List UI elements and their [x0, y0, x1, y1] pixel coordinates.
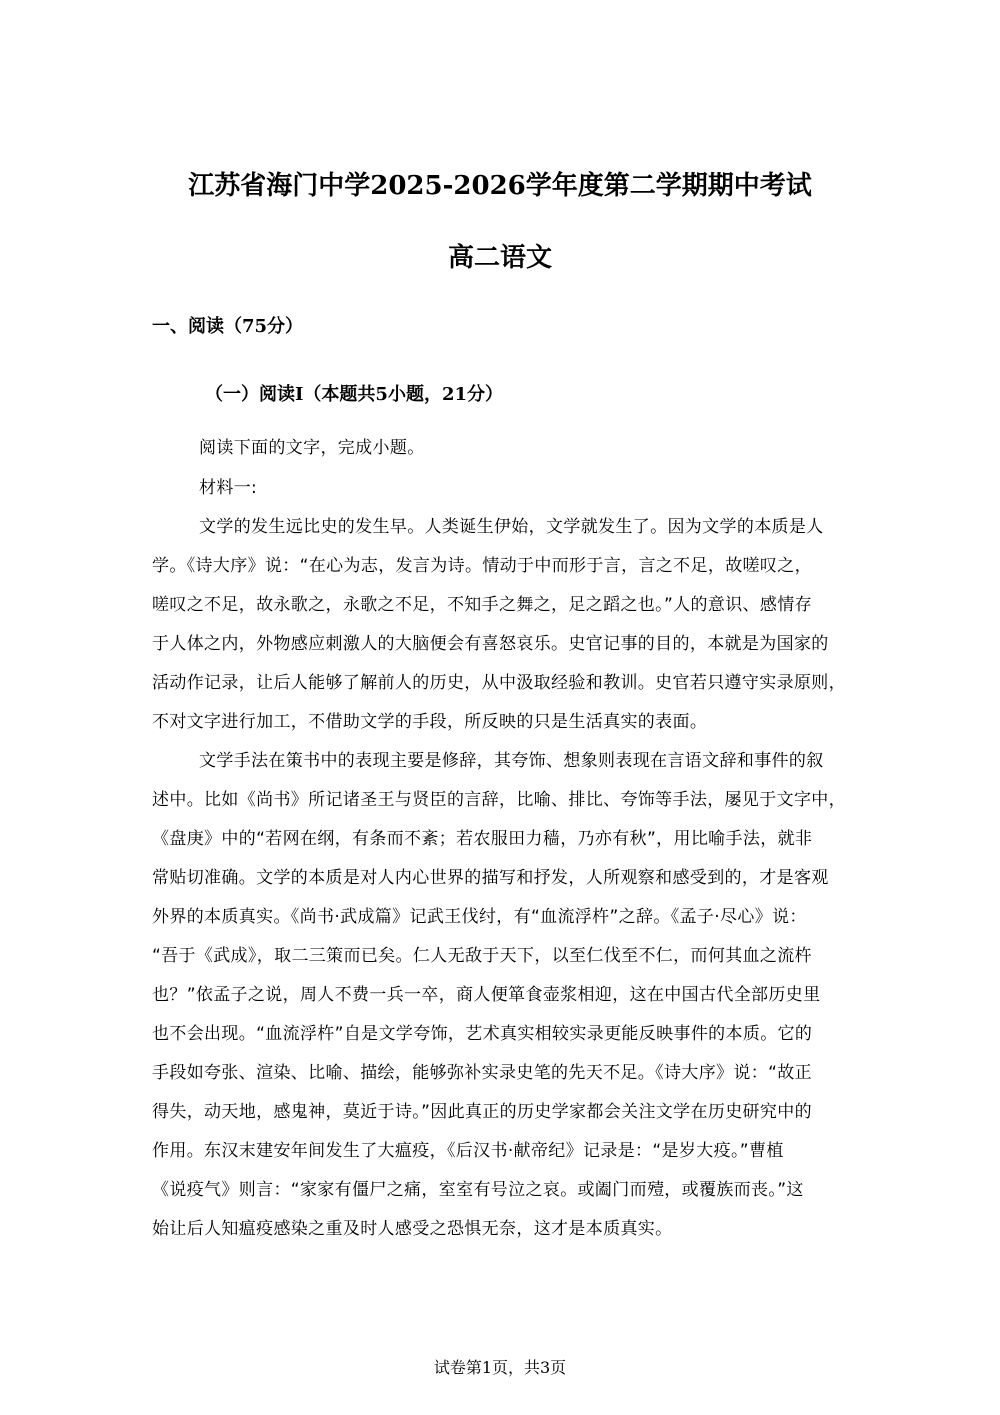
paragraph-line: 嗟叹之不足，故永歌之，永歌之不足，不知手之舞之，足之蹈之也。”人的意识、感情存: [152, 595, 812, 615]
paragraph-line: 手段如夸张、渲染、比喻、描绘，能够弥补实录史笔的先天不足。《诗大序》说：“故正: [152, 1063, 812, 1083]
paragraph-line: 《说疫气》则言：“家家有僵尸之痛，室室有号泣之哀。或阖门而殪，或覆族而丧。”这: [152, 1180, 804, 1200]
paragraph-line: 学。《诗大序》说：“在心为志，发言为诗。情动于中而形于言，言之不足，故嗟叹之，: [152, 556, 812, 576]
paragraph-line: 文学手法在策书中的表现主要是修辞，其夸饰、想象则表现在言语文辞和事件的叙: [199, 751, 824, 771]
paragraph-line: 始让后人知瘟疫感染之重及时人感受之恐惧无奈，这才是本质真实。: [152, 1219, 673, 1239]
subsection-heading: （一）阅读Ⅰ（本题共5小题，21分）: [205, 384, 503, 405]
paragraph-line: 《盘庚》中的“若网在纲，有条而不紊；若农服田力穑，乃亦有秋”，用比喻手法，就非: [152, 829, 813, 849]
paragraph-line: 外界的本质真实。《尚书·武成篇》记武王伐纣，有“血流浮杵”之辞。《孟子·尽心》说：: [152, 907, 807, 927]
section-heading: 一、阅读（75分）: [152, 316, 304, 337]
paragraph-line: 述中。比如《尚书》所记诸圣王与贤臣的言辞，比喻、排比、夸饰等手法，屡见于文字中，: [152, 790, 846, 810]
paragraph-line: 也不会出现。“血流浮杵”自是文学夸饰，艺术真实相较实录更能反映事件的本质。它的: [152, 1024, 813, 1044]
instruction-text: 阅读下面的文字，完成小题。: [199, 438, 425, 458]
page-footer: 试卷第1页，共3页: [433, 1358, 567, 1377]
paragraph-line: 不对文字进行加工，不借助文学的手段，所反映的只是生活真实的表面。: [152, 712, 708, 732]
paragraph-line: 得失，动天地，感鬼神，莫近于诗。”因此真正的历史学家都会关注文学在历史研究中的: [152, 1102, 812, 1122]
exam-subject: 高二语文: [447, 243, 552, 273]
paragraph-line: 活动作记录，让后人能够了解前人的历史，从中汲取经验和教训。史官若只遵守实录原则，: [152, 673, 846, 693]
paragraph-line: 于人体之内，外物感应刺激人的大脑便会有喜怒哀乐。史官记事的目的，本就是为国家的: [152, 634, 829, 654]
paragraph-line: 也？”依孟子之说，周人不费一兵一卒，商人便箪食壶浆相迎，这在中国古代全部历史里: [152, 985, 821, 1005]
paragraph-line: “吾于《武成》，取二三策而已矣。仁人无敌于天下，以至仁伐至不仁，而何其血之流杵: [152, 946, 812, 966]
paragraph-line: 常贴切准确。文学的本质是对人内心世界的描写和抒发，人所观察和感受到的，才是客观: [152, 868, 829, 888]
paragraph-line: 作用。东汉末建安年间发生了大瘟疫，《后汉书·献帝纪》记录是：“是岁大疫。”曹植: [152, 1141, 784, 1161]
material-label: 材料一:: [199, 478, 258, 498]
exam-title: 江苏省海门中学2025-2026学年度第二学期期中考试: [188, 171, 812, 201]
paragraph-line: 文学的发生远比史的发生早。人类诞生伊始，文学就发生了。因为文学的本质是人: [199, 517, 824, 537]
